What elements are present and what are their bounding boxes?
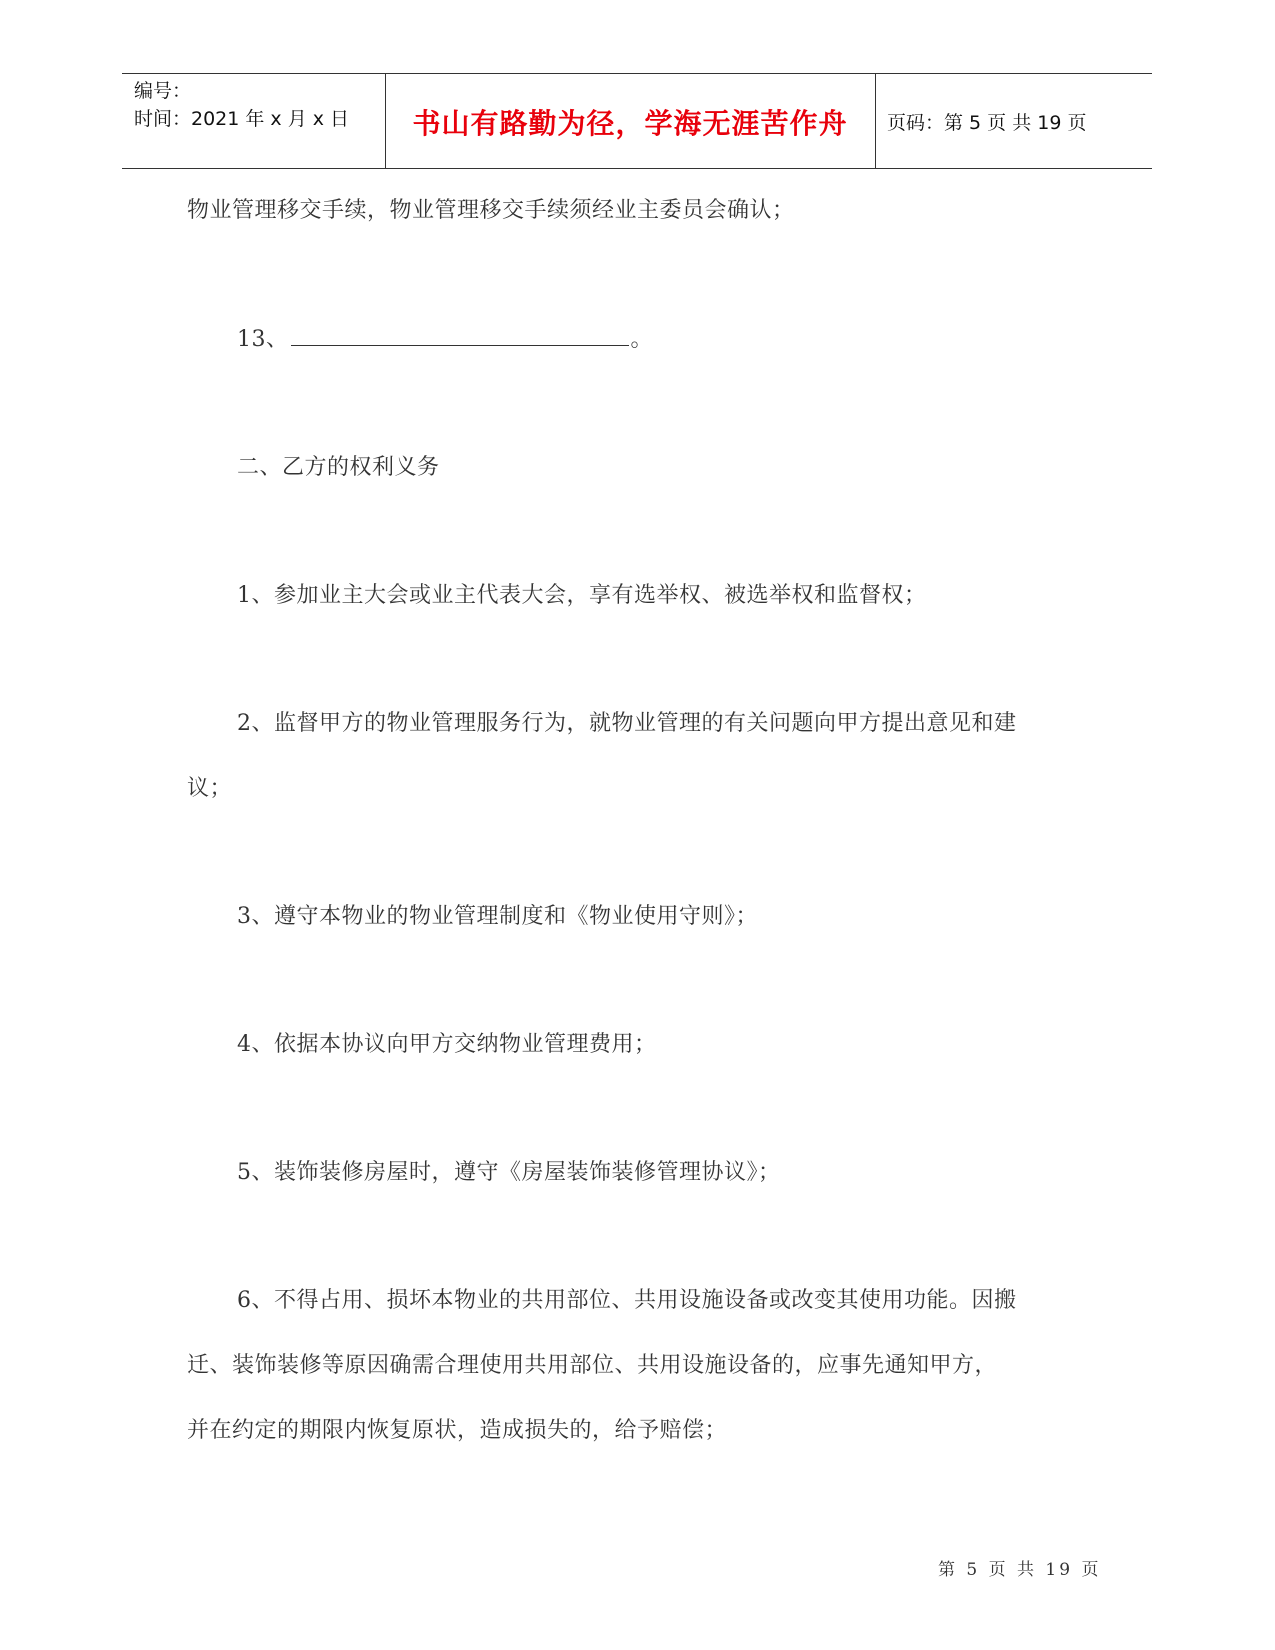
page-footer: 第 5 页 共 19 页 [938,1560,1102,1580]
document-header [122,73,1152,169]
section-title: 二、乙方的权利义务 [237,455,440,480]
list-item-6-line-1: 6、不得占用、损坏本物业的共用部位、共用设施设备或改变其使用功能。因搬 [237,1288,1017,1313]
item-13-suffix: 。 [630,327,654,352]
header-page-cell [875,74,1152,168]
item-13-prefix: 13、 [237,327,289,352]
list-item-2-line-1: 2、监督甲方的物业管理服务行为，就物业管理的有关问题向甲方提出意见和建 [237,711,1017,736]
header-motto: 书山有路勤为径，学海无涯苦作舟 [412,107,848,140]
item-13 [237,322,653,353]
list-item-1: 1、参加业主大会或业主代表大会，享有选举权、被选举权和监督权； [237,583,927,608]
document-date: 时间：2021 年 x 月 x 日 [134,108,350,130]
fill-in-blank [291,325,629,346]
document-number-label: 编号： [134,80,192,102]
list-item-2-line-2: 议； [187,776,233,801]
paragraph-continuation: 物业管理移交手续，物业管理移交手续须经业主委员会确认； [187,198,795,223]
list-item-4: 4、依据本协议向甲方交纳物业管理费用； [237,1032,657,1057]
header-meta-cell [122,74,386,168]
list-item-6-line-2: 迁、装饰装修等原因确需合理使用共用部位、共用设施设备的，应事先通知甲方， [187,1353,998,1378]
header-page-info: 页码：第 5 页 共 19 页 [887,112,1087,134]
list-item-5: 5、装饰装修房屋时，遵守《房屋装饰装修管理协议》； [237,1160,781,1185]
header-motto-cell [385,74,876,168]
list-item-6-line-3: 并在约定的期限内恢复原状，造成损失的，给予赔偿； [187,1418,728,1443]
list-item-3: 3、遵守本物业的物业管理制度和《物业使用守则》； [237,904,758,929]
